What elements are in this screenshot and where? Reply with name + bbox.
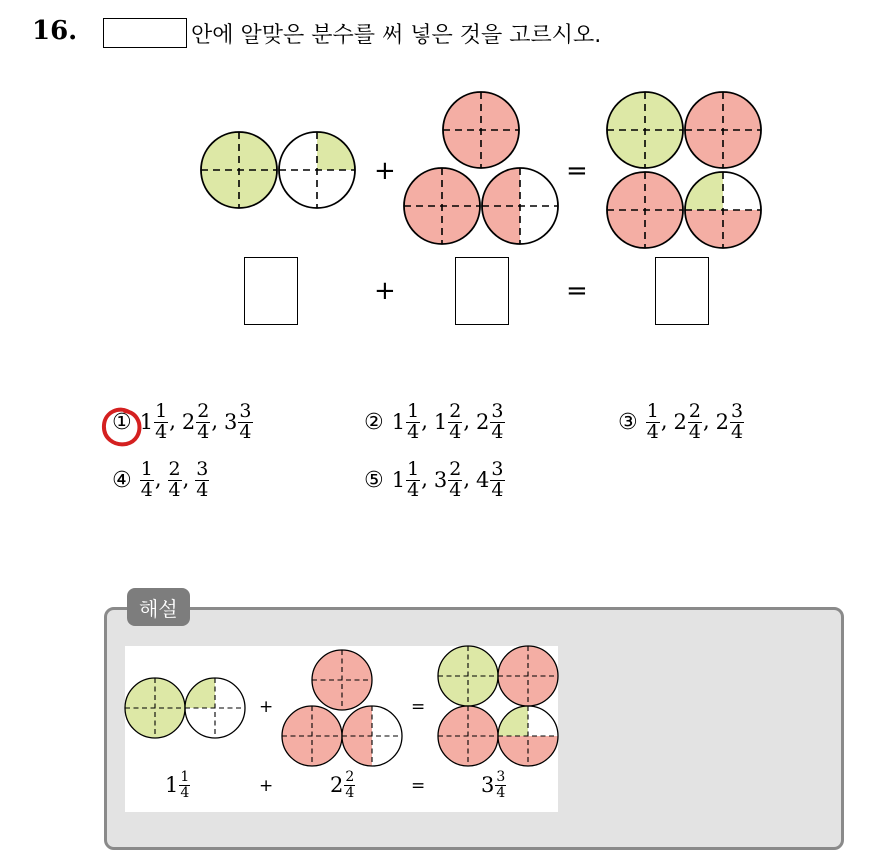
comma: , <box>211 408 219 433</box>
whole-part: 1 <box>165 773 179 798</box>
fraction <box>646 402 660 443</box>
denominator: 4 <box>496 784 506 801</box>
denominator: 4 <box>168 478 181 501</box>
mixed-number <box>716 402 744 443</box>
numerator: 2 <box>168 458 181 480</box>
denominator: 4 <box>407 420 420 443</box>
equals-sign: = <box>566 156 588 186</box>
numerator: 3 <box>491 400 504 422</box>
choice-4[interactable] <box>112 460 209 501</box>
mixed-number <box>182 402 210 443</box>
numerator: 2 <box>345 769 355 785</box>
mixed-number <box>330 770 355 800</box>
fraction <box>490 402 504 443</box>
fraction <box>490 460 504 501</box>
comma: , <box>169 408 176 433</box>
comma: , <box>702 408 710 433</box>
numerator: 1 <box>407 458 420 480</box>
choice-number: ③ <box>618 409 638 435</box>
numerator: 1 <box>407 400 420 422</box>
fraction <box>154 402 168 443</box>
mixed-number <box>168 460 182 501</box>
denominator: 4 <box>646 420 659 443</box>
whole-part: 1 <box>433 410 448 435</box>
denominator: 4 <box>140 478 153 501</box>
denominator: 4 <box>239 420 252 443</box>
denominator: 4 <box>196 478 209 501</box>
denominator: 4 <box>688 420 701 443</box>
whole-part: 4 <box>476 468 490 493</box>
denominator: 4 <box>345 784 355 801</box>
answer-box-3 <box>655 257 709 325</box>
fraction <box>448 460 462 501</box>
mixed-number <box>434 402 462 443</box>
mixed-number <box>195 460 209 501</box>
numerator: 3 <box>731 400 744 422</box>
choice-2[interactable] <box>364 402 505 443</box>
red-circle-half <box>482 168 558 244</box>
explanation-answer-1 <box>165 770 190 800</box>
numerator: 3 <box>239 400 252 422</box>
explanation-equals-2: = <box>411 776 426 796</box>
choice-number: ④ <box>112 467 132 493</box>
red-circle-top <box>443 92 519 168</box>
denominator: 4 <box>407 478 420 501</box>
answer-box-1 <box>244 257 298 325</box>
result-green-circle <box>607 92 683 168</box>
red-circle-left <box>404 168 480 244</box>
result-red-circle-2 <box>607 172 683 248</box>
mixed-number <box>674 402 702 443</box>
mixed-number <box>224 402 252 443</box>
fraction <box>730 402 744 443</box>
numerator: 2 <box>688 400 701 422</box>
mixed-number <box>476 460 504 501</box>
whole-part: 2 <box>330 773 344 798</box>
selected-answer-circle-mark <box>99 404 145 450</box>
answer-box-2 <box>455 257 509 325</box>
mixed-number <box>481 770 506 800</box>
numerator: 2 <box>197 400 210 422</box>
numerator: 3 <box>196 458 209 480</box>
mixed-number <box>392 460 420 501</box>
whole-part: 1 <box>391 468 406 493</box>
fraction <box>406 402 420 443</box>
question-number: 16. <box>32 16 78 46</box>
whole-part: 2 <box>673 410 687 435</box>
whole-part: 2 <box>181 410 196 435</box>
comma: , <box>182 466 190 491</box>
result-red-circle-1 <box>685 92 761 168</box>
denominator: 4 <box>197 420 210 443</box>
question-text: 안에 알맞은 분수를 써 넣은 것을 고르시오. <box>191 23 602 48</box>
whole-part: 3 <box>481 773 495 798</box>
explanation-answer-2 <box>330 770 355 800</box>
numerator: 1 <box>140 458 153 480</box>
numerator: 1 <box>180 769 190 785</box>
fraction <box>140 460 154 501</box>
choice-5[interactable] <box>364 460 505 501</box>
fraction <box>344 770 355 800</box>
comma: , <box>463 466 471 491</box>
fraction <box>196 402 210 443</box>
denominator: 4 <box>180 784 190 801</box>
denominator: 4 <box>449 420 462 443</box>
green-circle-full <box>201 132 277 208</box>
numerator: 2 <box>449 400 462 422</box>
comma: , <box>660 408 668 433</box>
mixed-number <box>434 460 462 501</box>
fraction <box>495 770 506 800</box>
choice-3[interactable] <box>618 402 744 443</box>
plus-sign: + <box>374 156 396 186</box>
comma: , <box>421 466 428 491</box>
fraction <box>195 460 209 501</box>
denominator: 4 <box>449 478 462 501</box>
explanation-tag: 해설 <box>127 588 190 626</box>
fraction <box>688 402 702 443</box>
mixed-number <box>392 402 420 443</box>
numerator: 1 <box>646 400 659 422</box>
numerator: 3 <box>496 769 506 785</box>
denominator: 4 <box>731 420 744 443</box>
explanation-plus: + <box>259 697 274 717</box>
choice-number: ① <box>112 409 132 435</box>
explanation-equals: = <box>411 697 426 717</box>
numerator: 3 <box>491 458 504 480</box>
denominator: 4 <box>491 420 504 443</box>
fraction <box>168 460 182 501</box>
comma: , <box>154 466 162 491</box>
denominator: 4 <box>491 478 504 501</box>
fraction <box>448 402 462 443</box>
numerator: 1 <box>155 400 168 422</box>
comma: , <box>463 408 471 433</box>
mixed-number <box>165 770 190 800</box>
fraction <box>406 460 420 501</box>
comma: , <box>421 408 428 433</box>
mixed-number <box>140 460 154 501</box>
explanation-plus-2: + <box>259 776 274 796</box>
explanation-answer-3 <box>481 770 506 800</box>
numerator: 2 <box>449 458 462 480</box>
whole-part: 1 <box>391 410 406 435</box>
plus-sign-2: + <box>374 276 396 306</box>
whole-part: 3 <box>433 468 448 493</box>
choice-number: ② <box>364 409 384 435</box>
denominator: 4 <box>155 420 168 443</box>
choice-number: ⑤ <box>364 467 384 493</box>
mixed-number <box>646 402 660 443</box>
equals-sign-2: = <box>566 276 588 306</box>
whole-part: 1 <box>139 410 154 435</box>
whole-part: 2 <box>476 410 490 435</box>
green-circle-quarter <box>279 132 355 208</box>
whole-part: 2 <box>715 410 730 435</box>
fraction <box>179 770 190 800</box>
mixed-number <box>476 402 504 443</box>
whole-part: 3 <box>224 410 238 435</box>
fraction <box>238 402 252 443</box>
result-mixed-circle <box>685 172 761 248</box>
